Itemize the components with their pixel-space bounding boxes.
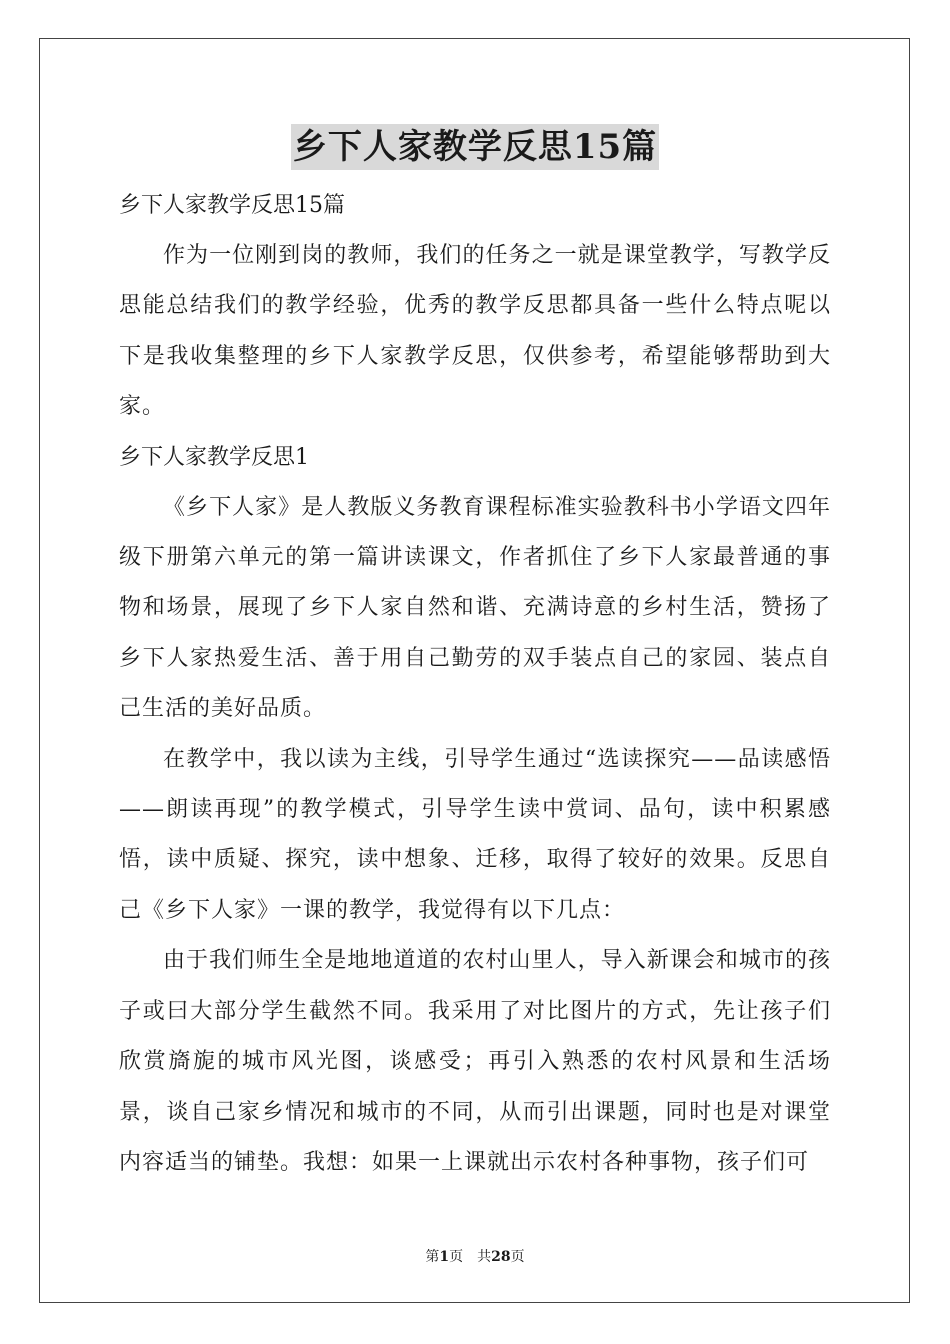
footer-page-number: 1	[439, 1249, 450, 1265]
section-heading: 乡下人家教学反思1	[119, 444, 309, 470]
body-paragraph-2: 在教学中，我以读为主线，引导学生通过“选读探究——品读感悟——朗读再现”的教学模式，引导学生读中赏词、品句，读中积累感悟，读中质疑、探究，读中想象、迁移，取得了较好的效果。反思自己《乡下人家》一课的教学，我觉得有以下几点：	[119, 746, 831, 923]
footer-prefix: 第	[425, 1249, 440, 1265]
footer-mid: 页 共	[449, 1249, 492, 1265]
body-paragraph-3: 由于我们师生全是地地道道的农村山里人，导入新课会和城市的孩子或曰大部分学生截然不同。我采用了对比图片的方式，先让孩子们欣赏旖旎的城市风光图，谈感受；再引入熟悉的农村风景和生活场景，谈自己家乡情况和城市的不同，从而引出课题，同时也是对课堂内容适当的铺垫。我想：如果一上课就出示农村各种事物，孩子们可	[119, 948, 831, 1175]
page-footer	[0, 1247, 950, 1267]
document-subtitle: 乡下人家教学反思15篇	[119, 193, 345, 218]
intro-paragraph: 作为一位刚到岗的教师，我们的任务之一就是课堂教学，写教学反思能总结我们的教学经验，优秀的教学反思都具备一些什么特点呢以下是我收集整理的乡下人家教学反思，仅供参考，希望能够帮助到大家。	[119, 243, 831, 420]
document-body	[119, 181, 831, 1188]
title-container	[0, 124, 950, 170]
footer-total-pages: 28	[491, 1249, 511, 1265]
body-paragraph-1: 《乡下人家》是人教版义务教育课程标准实验教科书小学语文四年级下册第六单元的第一篇讲读课文，作者抓住了乡下人家最普通的事物和场景，展现了乡下人家自然和谐、充满诗意的乡村生活，赞扬了乡下人家热爱生活、善于用自己勤劳的双手装点自己的家园、装点自己生活的美好品质。	[119, 494, 831, 722]
document-title: 乡下人家教学反思15篇	[291, 124, 659, 170]
footer-suffix: 页	[510, 1249, 525, 1265]
